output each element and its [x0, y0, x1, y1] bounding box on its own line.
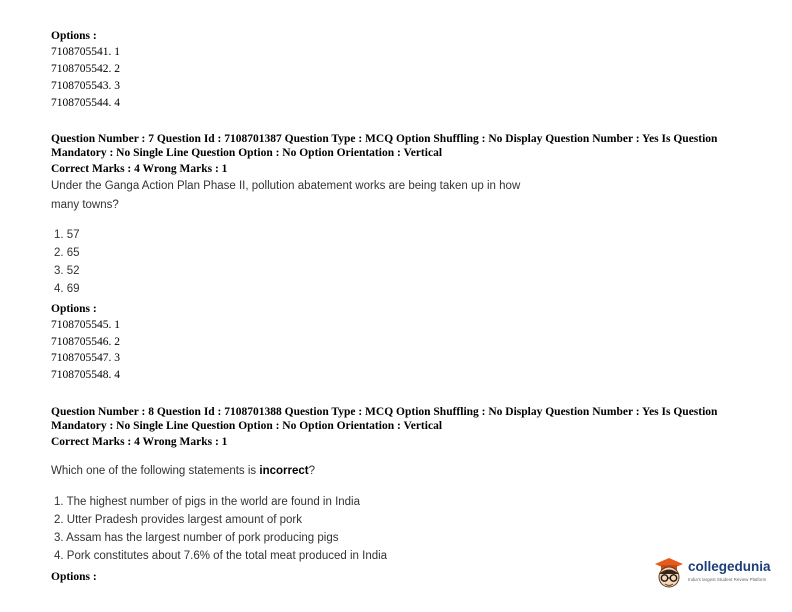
question-text-suffix: ? [308, 465, 316, 477]
answer-choice: 3. 52 [54, 265, 80, 277]
option-id: 7108705542. 2 [51, 63, 120, 75]
graduate-mascot-icon [651, 555, 687, 593]
logo-name: collegedunia [688, 559, 771, 574]
collegedunia-logo [651, 553, 781, 595]
logo-tagline: India's largest Student Review Platform [688, 577, 767, 582]
answer-choice: 2. 65 [54, 247, 80, 259]
question-meta: Question Number : 8 Question Id : 7108701388 Question Type : MCQ Option Shuffling : No Display Question Number : Yes Is Question [51, 406, 718, 418]
option-id: 7108705544. 4 [51, 97, 120, 109]
question-text-emphasis: incorrect [259, 465, 309, 477]
options-heading: Options : [51, 571, 97, 583]
option-id: 7108705545. 1 [51, 319, 120, 331]
question-meta: Mandatory : No Single Line Question Option : No Option Orientation : Vertical [51, 420, 443, 432]
option-id: 7108705547. 3 [51, 352, 120, 364]
question-text-prefix: Which one of the following statements is [51, 465, 260, 477]
answer-choice: 1. 57 [54, 229, 80, 241]
question-marks: Correct Marks : 4 Wrong Marks : 1 [51, 163, 228, 175]
option-id: 7108705546. 2 [51, 336, 120, 348]
question-meta: Question Number : 7 Question Id : 7108701387 Question Type : MCQ Option Shuffling : No Display Question Number : Yes Is Question [51, 133, 718, 145]
answer-choice: 2. Utter Pradesh provides largest amount of pork [54, 514, 303, 526]
question-text: Under the Ganga Action Plan Phase II, pollution abatement works are being taken up in how [51, 180, 521, 192]
answer-choice: 4. 69 [54, 283, 80, 295]
answer-choice: 3. Assam has the largest number of pork producing pigs [54, 532, 339, 544]
question-text [51, 465, 315, 477]
option-id: 7108705548. 4 [51, 369, 120, 381]
answer-choice: 4. Pork constitutes about 7.6% of the total meat produced in India [54, 550, 388, 562]
question-text: many towns? [51, 199, 119, 211]
option-id: 7108705541. 1 [51, 46, 120, 58]
question-marks: Correct Marks : 4 Wrong Marks : 1 [51, 436, 228, 448]
options-heading: Options : [51, 30, 97, 42]
question-meta: Mandatory : No Single Line Question Option : No Option Orientation : Vertical [51, 147, 443, 159]
answer-choice: 1. The highest number of pigs in the world are found in India [54, 496, 361, 508]
option-id: 7108705543. 3 [51, 80, 120, 92]
options-heading: Options : [51, 303, 97, 315]
